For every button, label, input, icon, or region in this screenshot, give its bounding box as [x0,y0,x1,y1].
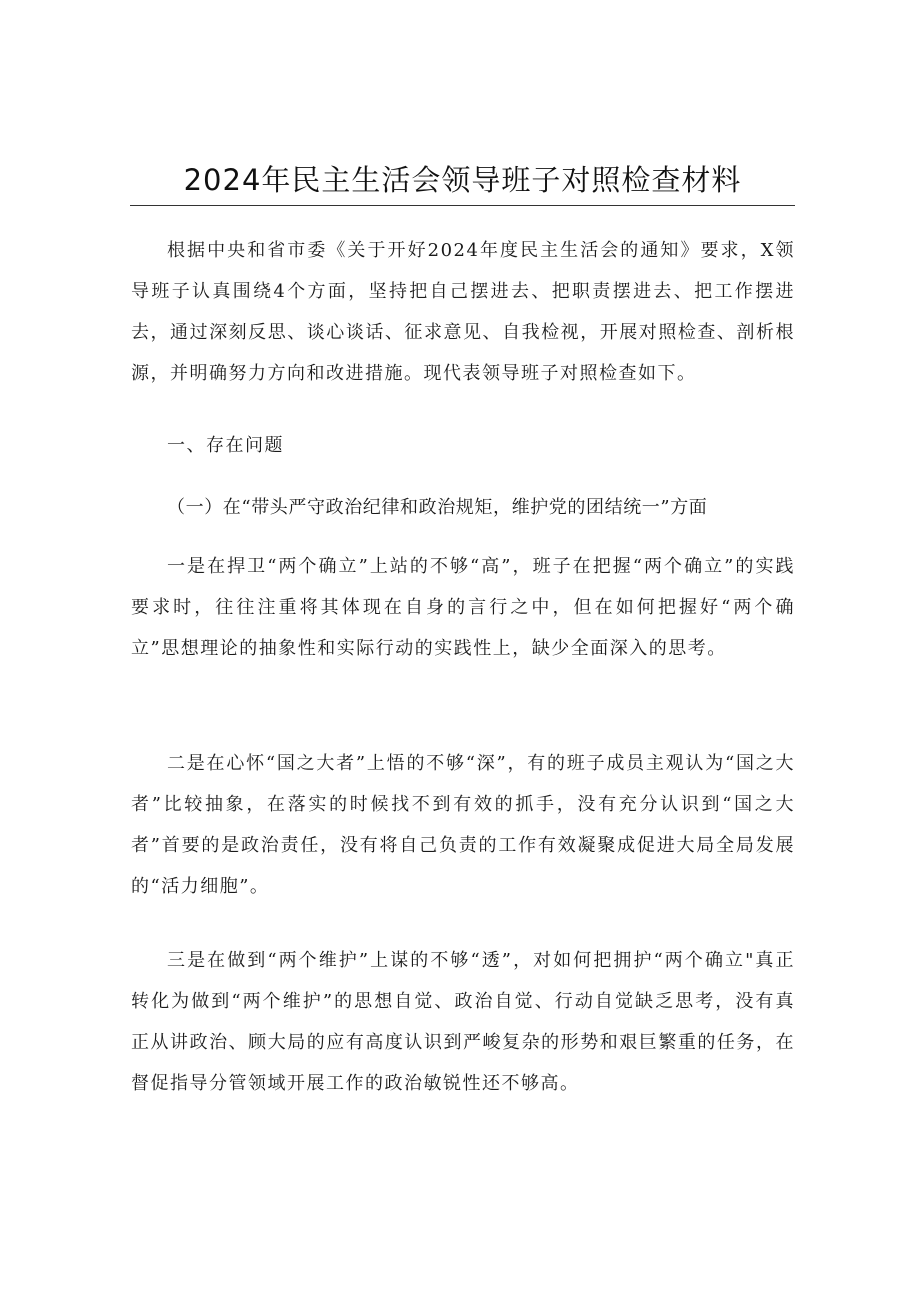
intro-paragraph: 根据中央和省市委《关于开好2024年度民主生活会的通知》要求，X领导班子认真围绕4个方面，坚持把自己摆进去、把职责摆进去、把工作摆进去，通过深刻反思、谈心谈话、征求意见、自我检视，开展对照检查、剖析根源，并明确努力方向和改进措施。现代表领导班子对照检查如下。 [131,240,795,384]
problem-item-2: 二是在心怀“国之大者”上悟的不够“深”，有的班子成员主观认为“国之大者”比较抽象，在落实的时候找不到有效的抓手，没有充分认识到“国之大者”首要的是政治责任，没有将自己负责的工作有效凝聚成促进大局全局发展的“活力细胞”。 [131,753,795,897]
document-title: 2024年民主生活会领导班子对照检查材料 [183,163,742,197]
problem-item-3: 三是在做到“两个维护”上谋的不够“透”，对如何把拥护“两个确立"真正转化为做到“两个维护”的思想自觉、政治自觉、行动自觉缺乏思考，没有真正从讲政治、顾大局的应有高度认识到严峻复杂的形势和艰巨繁重的任务，在督促指导分管领域开展工作的政治敏锐性还不够高。 [131,950,795,1094]
title-underline [130,205,795,206]
problem-item-1: 一是在捍卫“两个确立”上站的不够“高”，班子在把握“两个确立”的实践要求时，往往注重将其体现在自身的言行之中，但在如何把握好“两个确立”思想理论的抽象性和实际行动的实践性上，缺少全面深入的思考。 [131,556,795,659]
subsection-heading-political-discipline: （一）在“带头严守政治纪律和政治规矩，维护党的团结统一”方面 [167,497,708,518]
section-heading-problems: 一、存在问题 [167,435,284,456]
